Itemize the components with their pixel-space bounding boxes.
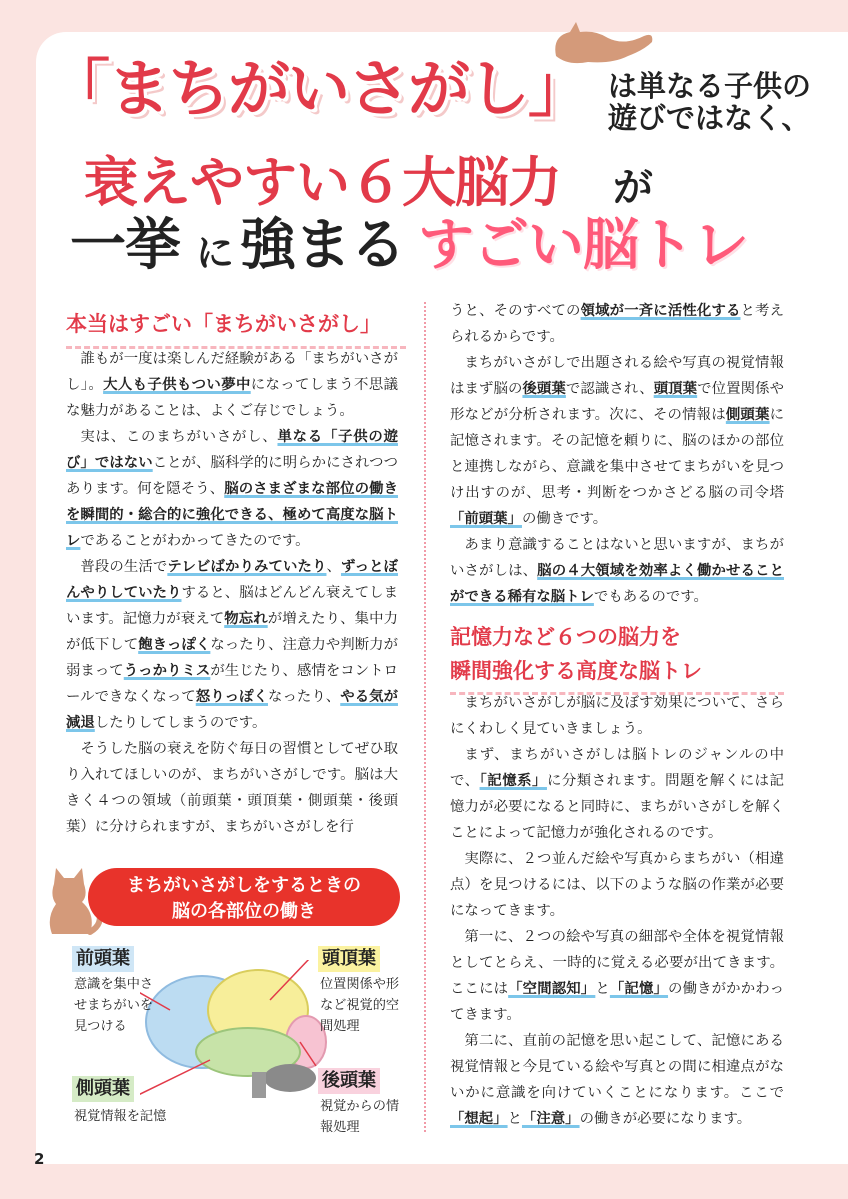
headline-kagi: 「まちがいさがし」 <box>48 52 589 125</box>
paragraph: 実は、このまちがいさがし、単なる「子供の遊び」ではないことが、脳科学的に明らかにされつつあります。何を隠そう、脳のさまざまな部位の働きを瞬間的・総合的に強化できる、極めて高度な脳トレであることがわかってきたのです。 <box>66 429 398 549</box>
paragraph: うと、そのすべての領域が一斉に活性化すると考えられるからです。 <box>450 303 784 345</box>
paragraph: 誰もが一度は楽しんだ経験がある「まちがいさがし」。大人も子供もつい夢中になってしまう不思議な魅力があることは、よくご存じでしょう。 <box>66 351 398 419</box>
brain-panel-title-line-1: まちがいさがしをするときの <box>127 875 361 896</box>
desc-temporal-lobe: 視覚情報を記憶 <box>74 1109 167 1124</box>
section2-heading-line-1: 記憶力など６つの脳力を <box>450 625 681 649</box>
label-frontal-lobe: 前頭葉 <box>72 946 134 972</box>
right-column <box>450 298 784 610</box>
headline-sub-1: は単なる子供の <box>608 69 812 103</box>
brain-cerebellum <box>264 1064 316 1092</box>
headline-sub-2: 遊びではなく、 <box>608 101 811 135</box>
brain-panel-title <box>88 868 400 926</box>
page-number: 2 <box>34 1150 45 1168</box>
left-column <box>66 346 398 840</box>
label-occipital-lobe: 後頭葉 <box>318 1068 380 1094</box>
section2-heading <box>450 620 784 695</box>
paragraph: そうした脳の衰えを防ぐ毎日の習慣としてぜひ取り入れてほしいのが、まちがいさがしです。脳は大きく４つの領域（前頭葉・頭頂葉・側頭葉・後頭葉）に分けられますが、まちがいさがしを行 <box>66 741 398 835</box>
headline-line-2: 衰えやすい６大脳力 <box>84 151 561 214</box>
paragraph: あまり意識することはないと思いますが、まちがいさがしは、脳の４大領域を効率よく働かせることができる稀有な脳トレでもあるのです。 <box>450 537 784 605</box>
section1-heading: 本当はすごい「まちがいさがし」 <box>66 308 406 349</box>
desc-occipital-lobe: 視覚からの情報処理 <box>320 1099 400 1135</box>
brain-panel-title-line-2: 脳の各部位の働き <box>172 901 316 922</box>
paragraph: まちがいさがしが脳に及ぼす効果について、さらにくわしく見ていきましょう。 <box>450 695 784 737</box>
paragraph: まちがいさがしで出題される絵や写真の視覚情報はまず脳の後頭葉で認識され、頭頂葉で位置関係や形などが分析されます。次に、その情報は側頭葉に記憶されます。その記憶を頼りに、脳のほかの部位と連携しながら、意識を集中させてまちがいを見つけ出すのが、思考・判断をつかさどる脳の司令塔「前頭葉」の働きです。 <box>450 355 784 527</box>
desc-frontal-lobe: 意識を集中させまちがいを見つける <box>74 977 154 1034</box>
headline-ni: に <box>196 231 235 275</box>
label-parietal-lobe: 頭頂葉 <box>318 946 380 972</box>
headline-line-3c: すごい脳トレ <box>418 213 748 278</box>
paragraph: 第二に、直前の記憶を思い起こして、記憶にある視覚情報と今見ている絵や写真との間に相違点がないかに意識を向けていくことになります。ここで「想起」と「注意」の働きが必要になります。 <box>450 1033 784 1127</box>
paragraph: 第一に、２つの絵や写真の細部や全体を視覚情報としてとらえ、一時的に覚える必要が出てきます。ここには「空間認知」と「記憶」の働きがかかわってきます。 <box>450 929 784 1023</box>
headline-ga: が <box>613 165 653 211</box>
desc-parietal-lobe: 位置関係や形など視覚的空間処理 <box>320 977 400 1034</box>
paragraph: まず、まちがいさがしは脳トレのジャンルの中で、「記憶系」に分類されます。問題を解くには記憶力が必要になると同時に、まちがいさがしを解くことによって記憶力が強化されるのです。 <box>450 747 784 841</box>
section2-heading-line-2: 瞬間強化する高度な脳トレ <box>450 659 702 683</box>
headline-line-3a: 一挙 <box>70 213 180 278</box>
label-temporal-lobe: 側頭葉 <box>72 1076 134 1102</box>
column-divider <box>424 302 426 1132</box>
paragraph: 普段の生活でテレビばかりみていたり、ずっとぼんやりしていたりすると、脳はどんどん衰えてしまいます。記憶力が衰えて物忘れが増えたり、集中力が低下して飽きっぽくなったり、注意力や判断力が弱まってうっかりミスが生じたり、感情をコントロールできなくなって怒りっぽくなったり、やる気が減退したりしてしまうのです。 <box>66 559 398 731</box>
right-column-section2 <box>450 690 784 1132</box>
brain-stem <box>252 1072 266 1098</box>
brain-illustration <box>140 960 330 1100</box>
paragraph: 実際に、２つ並んだ絵や写真からまちがい（相違点）を見つけるには、以下のような脳の作業が必要になってきます。 <box>450 851 784 919</box>
headline-line-3b: 強まる <box>240 213 405 278</box>
